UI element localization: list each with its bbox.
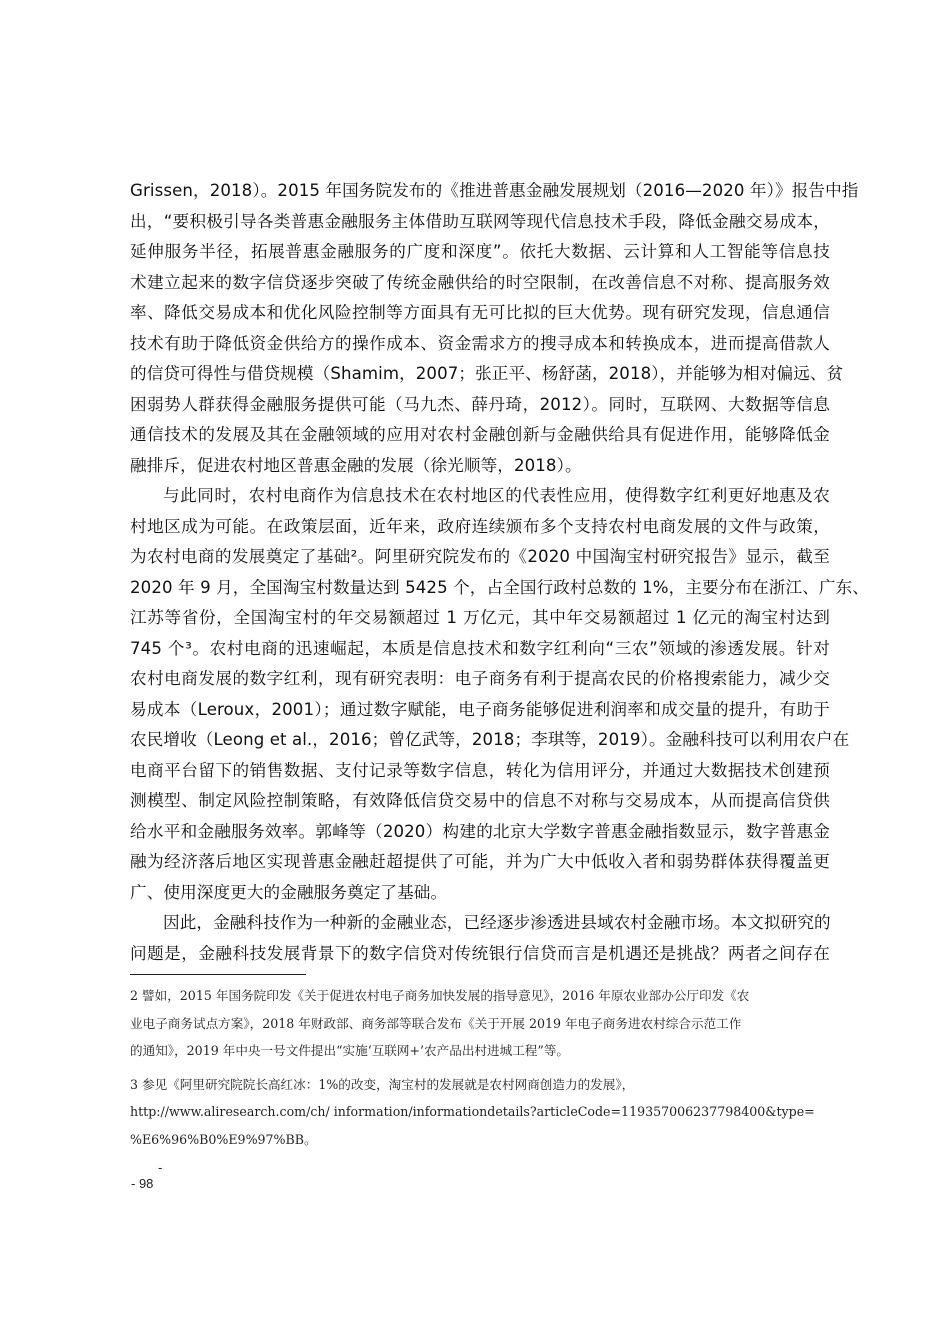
text-line: 延伸服务半径，拓展普惠金融服务的广度和深度”。依托大数据、云计算和人工智能等信息技: [130, 242, 830, 261]
footnote-2: [130, 982, 830, 1065]
text-line: 易成本（Leroux，2001）；通过数字赋能，电子商务能够促进利润率和成交量的提升，有助于: [130, 699, 830, 719]
footnote-separator: [130, 974, 306, 975]
text-line: 农村电商发展的数字红利，现有研究表明：电子商务有利于提高农民的价格搜索能力，减少交: [130, 669, 830, 688]
text-line: Grissen，2018）。2015 年国务院发布的《推进普惠金融发展规划（2016—2020 年）》报告中指: [130, 181, 859, 200]
text-line: 术建立起来的数字信贷逐步突破了传统金融供给的时空限制，在改善信息不对称、提高服务效: [130, 272, 830, 292]
text-line: 问题是，金融科技发展背景下的数字信贷对传统银行信贷而言是机遇还是挑战？两者之间存在: [130, 943, 830, 963]
text-line: 与此同时，农村电商作为信息技术在农村地区的代表性应用，使得数字红利更好地惠及农: [163, 486, 830, 505]
text-line: 给水平和金融服务效率。郭峰等（2020）构建的北京大学数字普惠金融指数显示，数字普惠金: [130, 821, 830, 841]
text-line: 融为经济落后地区实现普惠金融赶超提供了可能，并为广大中低收入者和弱势群体获得覆盖更: [130, 852, 830, 871]
footnote-line: %E6%96%B0%E9%97%BB。: [130, 1131, 317, 1147]
text-line: 出，“要积极引导各类普惠金融服务主体借助互联网等现代信息技术手段，降低金融交易成本，: [130, 211, 830, 231]
footnotes: [130, 982, 830, 1153]
body-text: [130, 176, 869, 969]
text-line: 村地区成为可能。在政策层面，近年来，政府连续颁布多个支持农村电商发展的文件与政策，: [130, 516, 830, 536]
text-line: 电商平台留下的销售数据、支付记录等数字信息，转化为信用评分，并通过大数据技术创建预: [130, 760, 830, 780]
text-line: 技术有助于降低资金供给方的操作成本、资金需求方的搜寻成本和转换成本，进而提高借款人: [130, 333, 830, 353]
footnote-line: 2 譬如，2015 年国务院印发《关于促进农村电子商务加快发展的指导意见》，2016 年原农业部办公厅印发《农: [130, 988, 750, 1003]
footnote-line: 业电子商务试点方案》，2018 年财政部、商务部等联合发布《关于开展 2019 年电子商务进农村综合示范工作: [130, 1015, 742, 1031]
footer-dash: -: [158, 1160, 163, 1175]
paragraph-1: [130, 176, 859, 481]
text-line: 江苏等省份，全国淘宝村的年交易额超过 1 万亿元，其中年交易额超过 1 亿元的淘宝村达到: [130, 608, 830, 627]
footnote-line: 的通知》，2019 年中央一号文件提出“实施‘互联网+’农产品出村进城工程”等。: [130, 1043, 570, 1058]
text-line: 广、使用深度更大的金融服务奠定了基础。: [130, 882, 448, 902]
text-line: 农民增收（Leong et al.，2016；曾亿武等，2018；李琪等，2019）。金融科技可以利用农户在: [130, 730, 850, 749]
footnote-link[interactable]: http://www.aliresearch.com/ch/ information/informationdetails?articleCode=119357006237798400&type=: [130, 1104, 815, 1119]
text-line: 率、降低交易成本和优化风险控制等方面具有无可比拟的巨大优势。现有研究发现，信息通信: [130, 303, 830, 322]
text-line: 为农村电商的发展奠定了基础²。阿里研究院发布的《2020 中国淘宝村研究报告》显示，截至: [130, 547, 830, 566]
footnote-3: [130, 1071, 830, 1154]
paragraph-3: [130, 908, 830, 969]
page-number: - 98: [131, 1176, 154, 1191]
text-line: 融排斥，促进农村地区普惠金融的发展（徐光顺等，2018）。: [130, 455, 582, 475]
text-line: 2020 年 9 月，全国淘宝村数量达到 5425 个，占全国行政村总数的 1%，主要分布在浙江、广东、: [130, 577, 869, 597]
text-line: 的信贷可得性与借贷规模（Shamim，2007；张正平、杨舒菡，2018），并能够为相对偏远、贫: [130, 364, 844, 383]
text-line: 通信技术的发展及其在金融领域的应用对农村金融创新与金融供给具有促进作用，能够降低金: [130, 425, 830, 444]
text-line: 测模型、制定风险控制策略，有效降低信贷交易中的信息不对称与交易成本，从而提高信贷供: [130, 791, 830, 810]
text-line: 困弱势人群获得金融服务提供可能（马九杰、薛丹琦，2012）。同时，互联网、大数据等信息: [130, 394, 830, 414]
text-line: 745 个³。农村电商的迅速崛起，本质是信息技术和数字红利向“三农”领域的渗透发展。针对: [130, 638, 830, 658]
footnote-line: 3 参见《阿里研究院院长高红冰：1%的改变，淘宝村的发展就是农村网商创造力的发展》，: [130, 1076, 635, 1092]
paragraph-2: [130, 481, 869, 908]
text-line: 因此，金融科技作为一种新的金融业态，已经逐步渗透进县域农村金融市场。本文拟研究的: [163, 913, 831, 932]
